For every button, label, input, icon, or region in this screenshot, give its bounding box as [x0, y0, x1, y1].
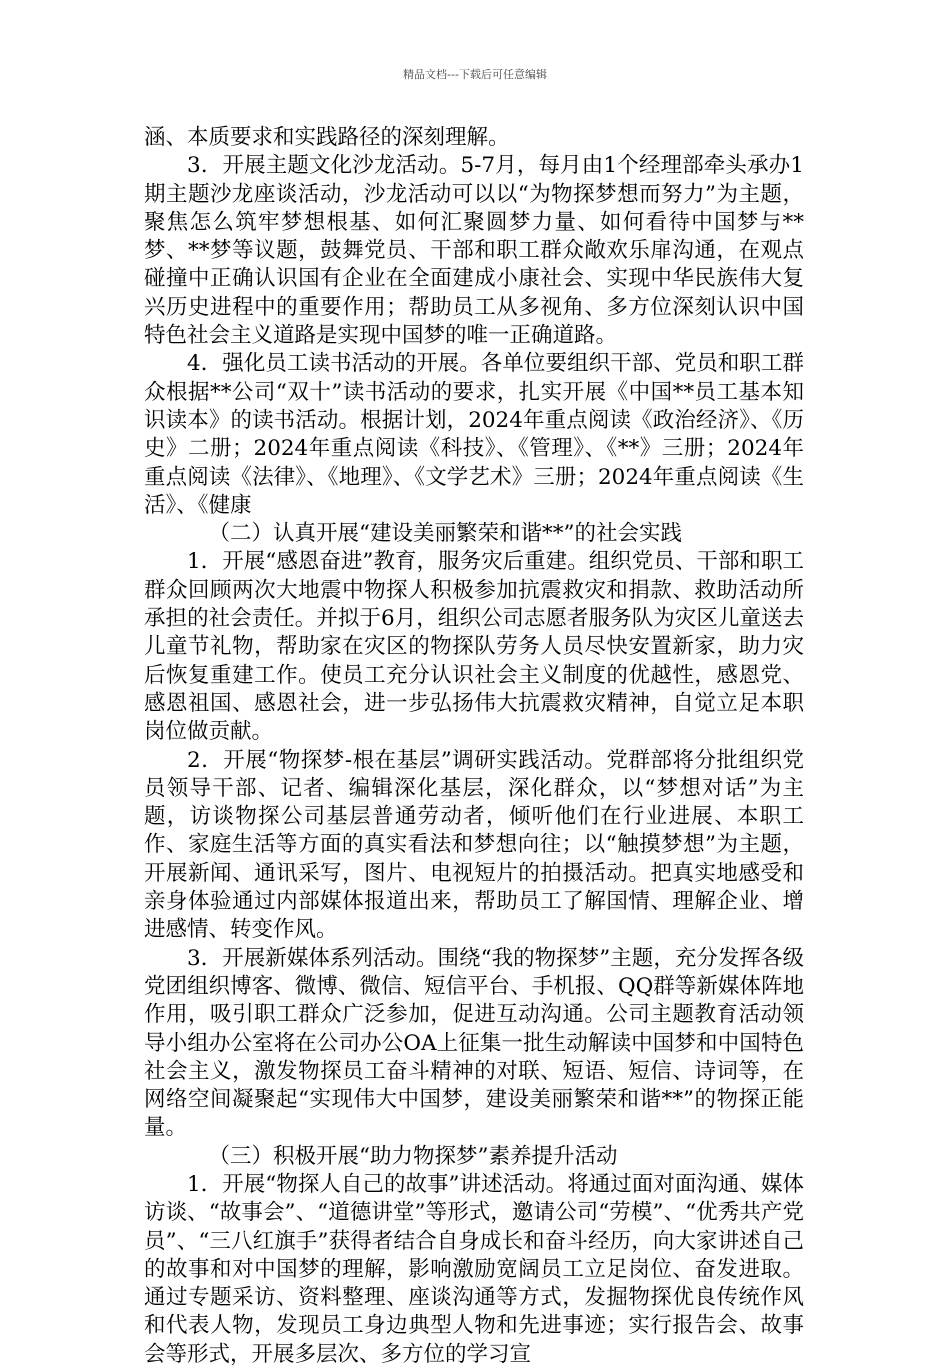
section-heading-2: （二）认真开展“建设美丽繁荣和谐**”的社会实践	[208, 521, 682, 547]
paragraph-grassroots-research: 2．开展“物探梦-根在基层”调研实践活动。党群部将分批组织党员领导干部、记者、编辑深化基层，深化群众，以“梦想对话”为主题，访谈物探公司基层普通劳动者，倾听他们在行业进展、本职工作、家庭生活等方面的真实看法和梦想向往；以“触摸梦想”为主题，开展新闻、通讯采写，图片、电视短片的拍摄活动。把真实地感受和亲身体验通过内部媒体报道出来，帮助员工了解国情、理解企业、增进感情、转变作风。	[144, 747, 804, 943]
paragraph-storytelling: 1．开展“物探人自己的故事”讲述活动。将通过面对面沟通、媒体访谈、“故事会”、“道德讲堂”等形式，邀请公司“劳模”、“优秀共产党员”、“三八红旗手”获得者结合自身成长和奋斗经历，向大家讲述自己的故事和对中国梦的理解，影响激励宽阔员工立足岗位、奋发进取。通过专题采访、资料整理、座谈沟通等方式，发掘物探优良传统作风和代表人物，发现员工身边典型人物和先进事迹；实行报告会、故事会等形式，开展多层次、多方位的学习宣	[144, 1171, 804, 1367]
paragraph-new-media: 3．开展新媒体系列活动。围绕“我的物探梦”主题，充分发挥各级党团组织博客、微博、微信、短信平台、手机报、QQ群等新媒体阵地作用，吸引职工群众广泛参加，促进互动沟通。公司主题教育活动领导小组办公室将在公司办公OA上征集一批生动解读中国梦和中国特色社会主义，激发物探员工奋斗精神的对联、短语、短信、诗词等，在网络空间凝聚起“实现伟大中国梦，建设美丽繁荣和谐**”的物探正能量。	[144, 945, 804, 1141]
paragraph-continuation: 涵、本质要求和实践路径的深刻理解。	[144, 125, 510, 150]
document-body	[144, 124, 804, 1369]
section-heading-3: （三）积极开展“助力物探梦”素养提升活动	[208, 1143, 618, 1169]
paragraph-gratitude-education: 1．开展“感恩奋进”教育，服务灾后重建。组织党员、干部和职工群众回顾两次大地震中物探人积极参加抗震救灾和捐款、救助活动所承担的社会责任。并拟于6月，组织公司志愿者服务队为灾区儿童送去儿童节礼物，帮助家在灾区的物探队劳务人员尽快安置新家，助力灾后恢复重建工作。使员工充分认识社会主义制度的优越性，感恩党、感恩祖国、感恩社会，进一步弘扬伟大抗震救灾精神，自觉立足本职岗位做贡献。	[144, 549, 804, 745]
paragraph-reading-activity: 4．强化员工读书活动的开展。各单位要组织干部、党员和职工群众根据**公司“双十”读书活动的要求，扎实开展《中国**员工基本知识读本》的读书活动。根据计划，2024年重点阅读《政治经济》、《历史》二册；2024年重点阅读《科技》、《管理》、《**》三册；2024年重点阅读《法律》、《地理》、《文学艺术》三册；2024年重点阅读《生活》、《健康	[144, 351, 804, 518]
page-header: 精品文档---下载后可任意编辑	[403, 68, 547, 81]
paragraph-salon-activity: 3．开展主题文化沙龙活动。5-7月，每月由1个经理部牵头承办1期主题沙龙座谈活动，沙龙活动可以以“为物探梦想而努力”为主题，聚焦怎么筑牢梦想根基、如何汇聚圆梦力量、如何看待中国梦与**梦、**梦等议题，鼓舞党员、干部和职工群众敞欢乐扉沟通，在观点碰撞中正确认识国有企业在全面建成小康社会、实现中华民族伟大复兴历史进程中的重要作用；帮助员工从多视角、多方位深刻认识中国特色社会主义道路是实现中国梦的唯一正确道路。	[144, 153, 804, 349]
